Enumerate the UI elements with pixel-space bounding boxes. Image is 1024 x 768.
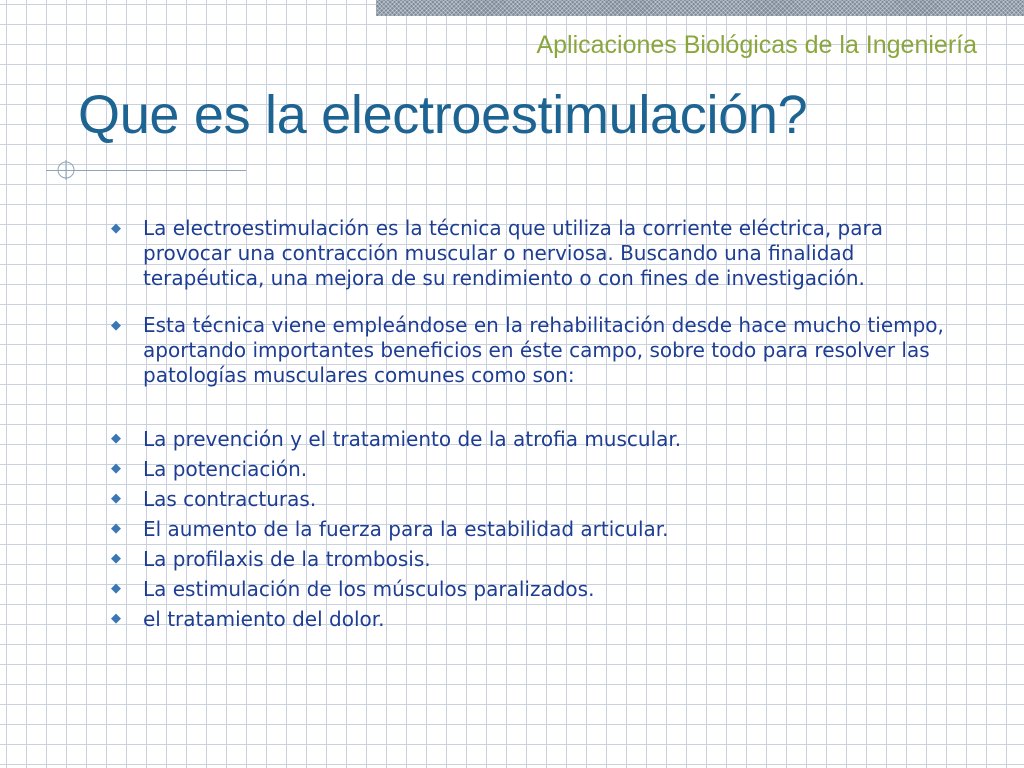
slide-title: Que es la electroestimulación? (78, 85, 808, 145)
bullet-paragraph (108, 216, 958, 291)
list-item (108, 514, 958, 544)
diamond-bullet-icon: ◆ (111, 491, 121, 506)
list-item (108, 544, 958, 574)
diamond-bullet-icon: ◆ (111, 611, 121, 626)
crosshair-icon (56, 160, 76, 180)
diamond-bullet-icon: ◆ (111, 221, 121, 236)
list-item (108, 484, 958, 514)
list-item (108, 604, 958, 634)
slide-header: Aplicaciones Biológicas de la Ingeniería (536, 31, 977, 59)
list-item-text: La prevención y el tratamiento de la atrofia muscular. (143, 427, 682, 451)
bullet-paragraph (108, 313, 958, 388)
diamond-bullet-icon: ◆ (111, 318, 121, 333)
list-item (108, 424, 958, 454)
diamond-bullet-icon: ◆ (111, 581, 121, 596)
diamond-bullet-icon: ◆ (111, 551, 121, 566)
diamond-bullet-icon: ◆ (111, 461, 121, 476)
list-item-text: La estimulación de los músculos paralizados. (143, 577, 595, 601)
diamond-bullet-icon: ◆ (111, 431, 121, 446)
paragraph-text: La electroestimulación es la técnica que utiliza la corriente eléctrica, para provocar una contracción muscular o nerviosa. Buscando una finalidad terapéutica, una mejora de su rendimiento o con fines de investigación. (143, 216, 883, 290)
list-item-text: Las contracturas. (143, 487, 317, 511)
list-item (108, 574, 958, 604)
slide-body (108, 216, 958, 634)
list-item-text: La profilaxis de la trombosis. (143, 547, 431, 571)
top-decorative-band (376, 0, 1024, 16)
diamond-bullet-icon: ◆ (111, 521, 121, 536)
list-item-text: el tratamiento del dolor. (143, 607, 385, 631)
title-underline (46, 170, 246, 171)
list-item (108, 454, 958, 484)
list-item-text: La potenciación. (143, 457, 308, 481)
list-item-text: El aumento de la fuerza para la estabilidad articular. (143, 517, 669, 541)
paragraph-text: Esta técnica viene empleándose en la rehabilitación desde hace mucho tiempo, aportando importantes beneficios en éste campo, sobre todo para resolver las patologías musculares comunes como son: (143, 313, 944, 387)
